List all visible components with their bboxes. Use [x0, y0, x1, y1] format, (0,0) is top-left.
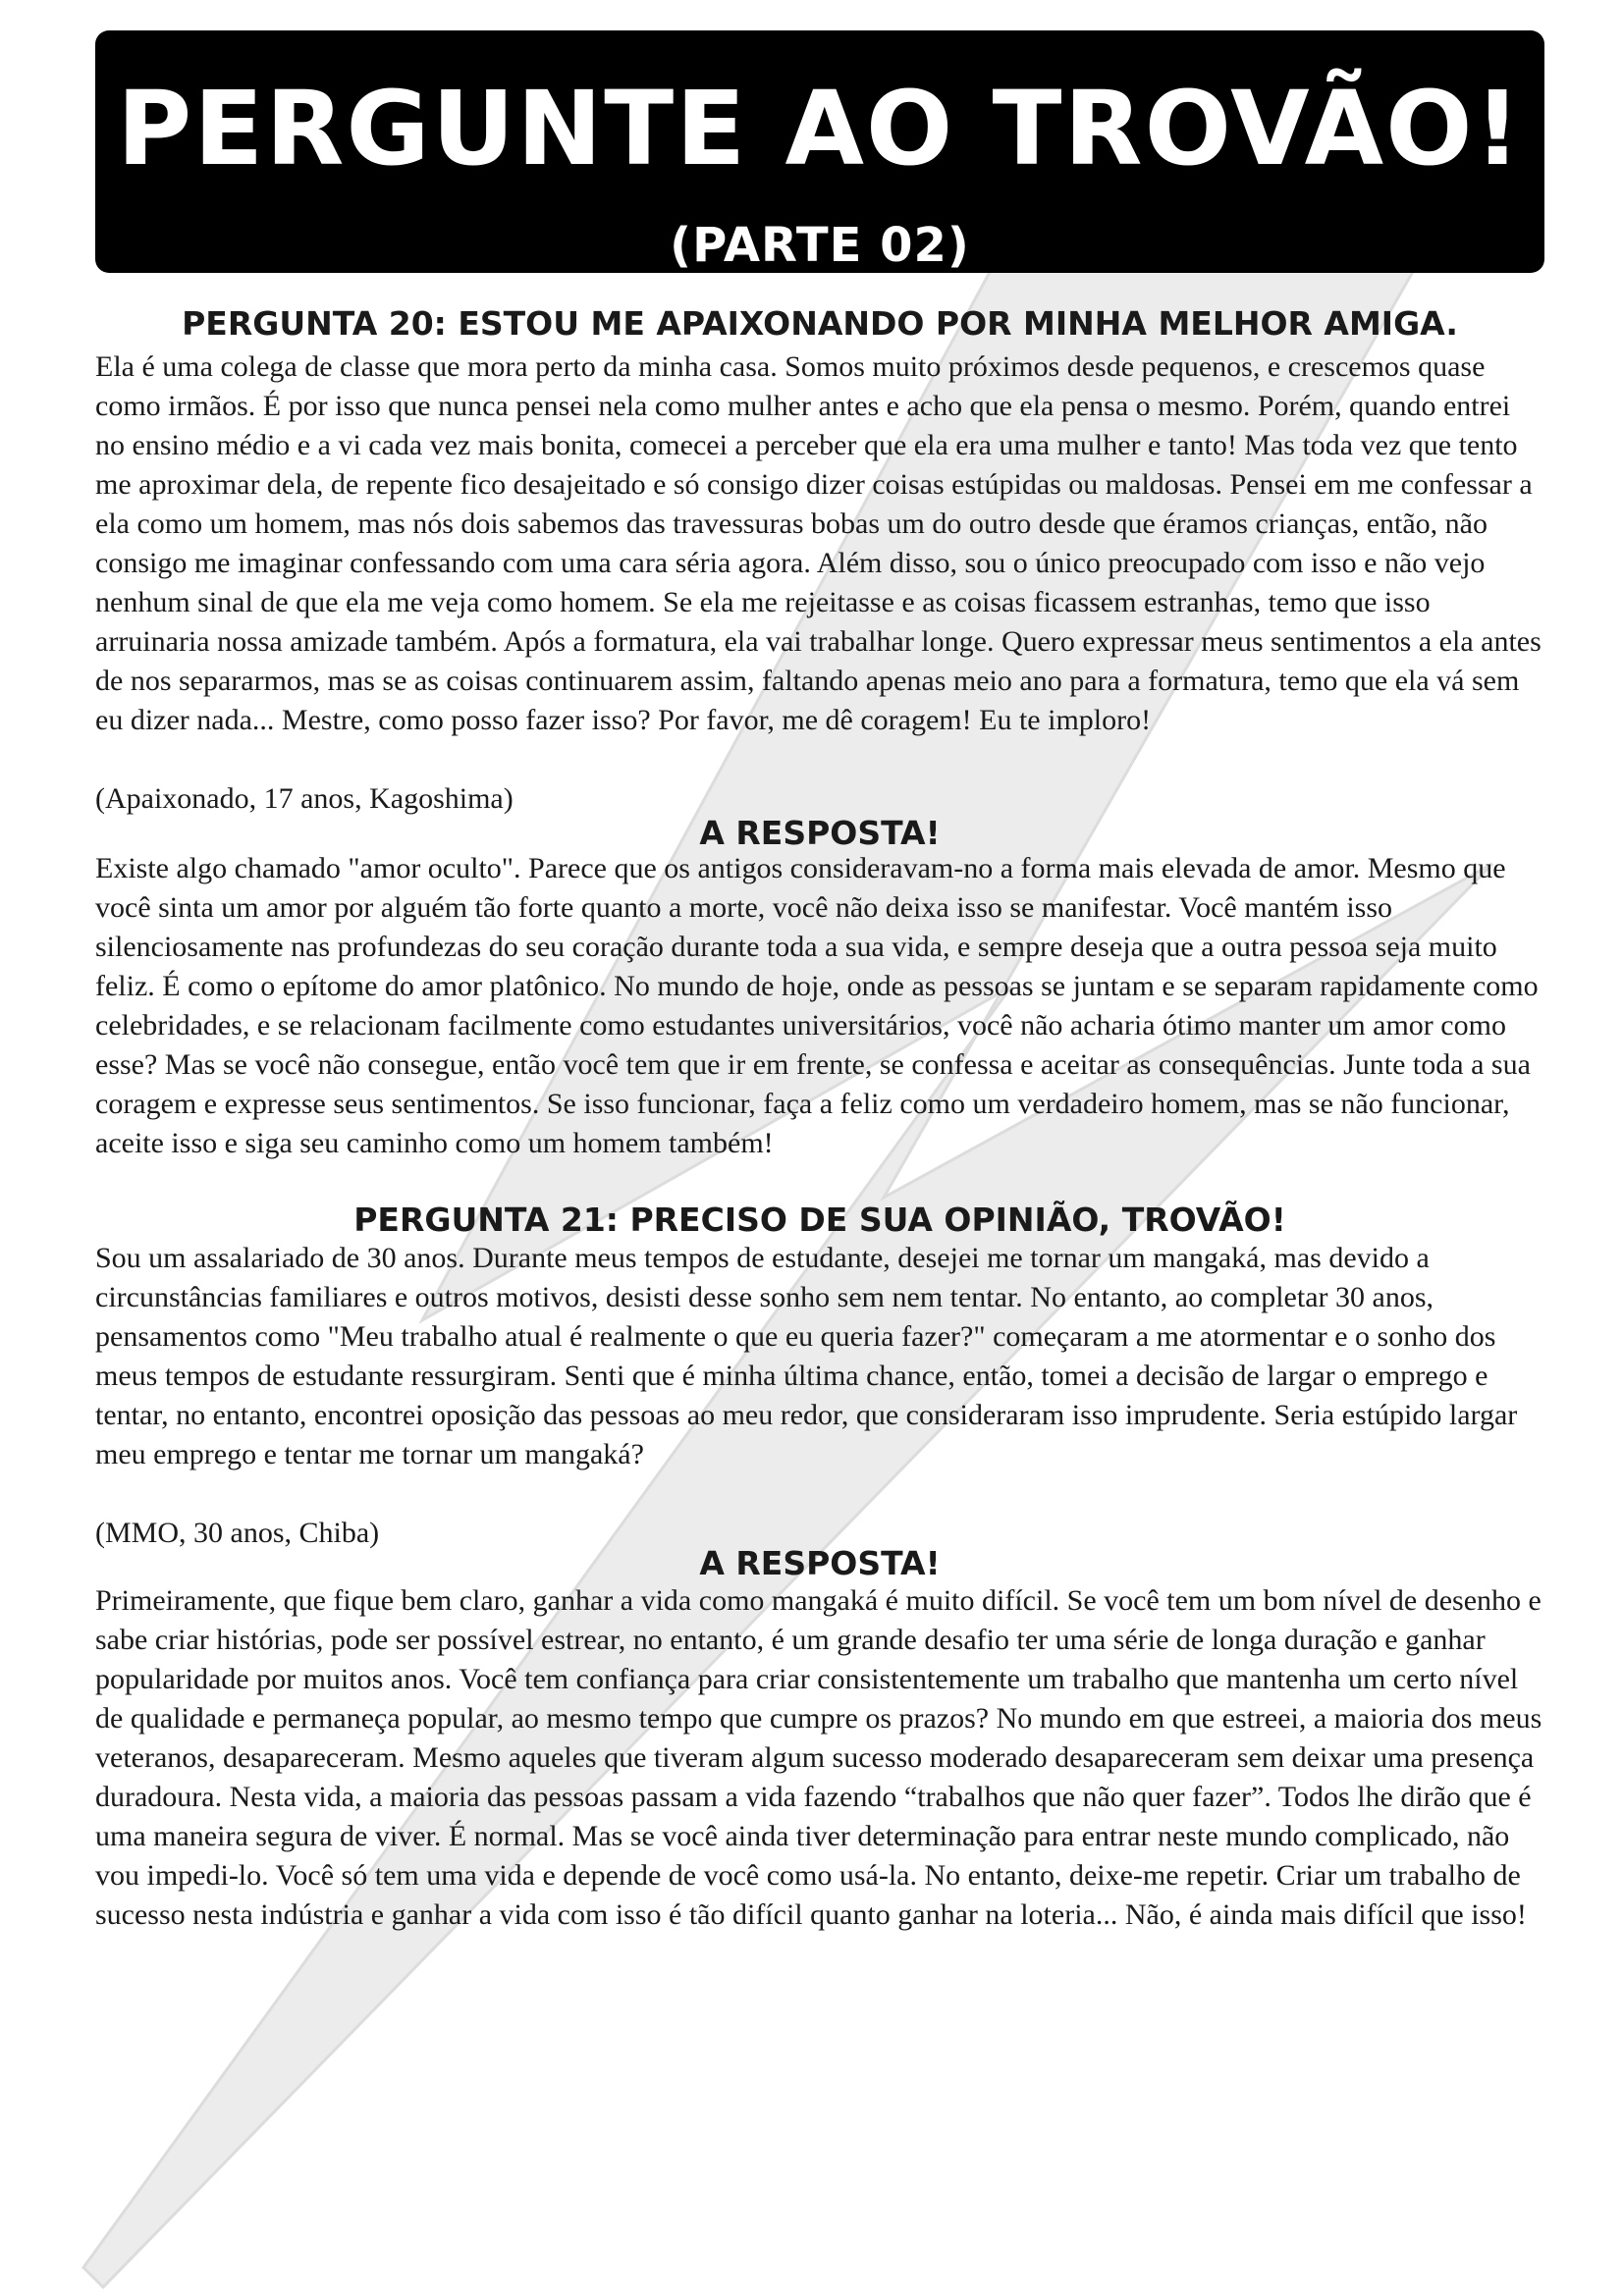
answer-20-body: Existe algo chamado "amor oculto". Parece que os antigos consideravam-no a forma mais elevada de amor. Mesmo que você sinta um amor por alguém tão forte quanto a morte, você não deixa isso se manifestar. Você mantém isso silenciosamente nas profundezas do seu coração durante toda a sua vida, e sempre deseja que a outra pessoa seja muito feliz. É como o epítome do amor platônico. No mundo de hoje, onde as pessoas se juntam e se separam rapidamente como celebridades, e se relacionam facilmente como estudantes universitários, você não acharia ótimo manter um amor como esse? Mas se você não consegue, então você tem que ir em frente, se confessa e aceitar as consequências. Junte toda a sua coragem e expresse seus sentimentos. Se isso funcionar, faça a feliz como um verdadeiro homem, mas se não funcionar, aceite isso e siga seu caminho como um homem também!: [95, 851, 1539, 1159]
question-20-heading: PERGUNTA 20: ESTOU ME APAIXONANDO POR MINHA MELHOR AMIGA.: [182, 304, 1458, 343]
question-21-body: Sou um assalariado de 30 anos. Durante meus tempos de estudante, desejei me tornar um mangaká, mas devido a circunstâncias familiares e outros motivos, desisti desse sonho sem nem tentar. No entanto, ao completar 30 anos, pensamentos como "Meu trabalho atual é realmente o que eu queria fazer?" começaram a me atormentar e o sonho dos meus tempos de estudante ressurgiram. Senti que é minha última chance, então, tomei a decisão de largar o emprego e tentar, no entanto, encontrei oposição das pessoas ao meu redor, que consideraram isso imprudente. Seria estúpido largar meu emprego e tentar me tornar um mangaká?: [95, 1242, 1518, 1471]
answer-21-body: Primeiramente, que fique bem claro, ganhar a vida como mangaká é muito difícil. Se você tem um bom nível de desenho e sabe criar histórias, pode ser possível estrear, no entanto, é um grande desafio ter uma série de longa duração e ganhar popularidade por muitos anos. Você tem confiança para criar consistentemente um trabalho que mantenha um certo nível de qualidade e permaneça popular, ao mesmo tempo que cumpre os prazos? No mundo em que estreei, a maioria dos meus veteranos, desapareceram. Mesmo aqueles que tiveram algum sucesso moderado desapareceram sem deixar uma presença duradoura. Nesta vida, a maioria das pessoas passam a vida fazendo “trabalhos que não quer fazer”. Todos lhe dirão que é uma maneira segura de viver. É normal. Mas se você ainda tiver determinação para entrar neste mundo complicado, não vou impedi-lo. Você só tem uma vida e depende de você como usá-la. No entanto, deixe-me repetir. Criar um trabalho de sucesso nesta indústria e ganhar a vida com isso é tão difícil quanto ganhar na loteria... Não, é ainda mais difícil que isso!: [95, 1584, 1542, 1932]
page-subtitle: (PARTE 02): [670, 218, 970, 273]
question-20-signature: (Apaixonado, 17 anos, Kagoshima): [95, 781, 514, 815]
question-20-body: Ela é uma colega de classe que mora perto da minha casa. Somos muito próximos desde pequenos, e crescemos quase como irmãos. É por isso que nunca pensei nela como mulher antes e acho que ela pensa o mesmo. Porém, quando entrei no ensino médio e a vi cada vez mais bonita, comecei a perceber que ela era uma mulher e tanto! Mas toda vez que tento me aproximar dela, de repente fico desajeitado e só consigo dizer coisas estúpidas ou maldosas. Pensei em me confessar a ela como um homem, mas nós dois sabemos das travessuras bobas um do outro desde que éramos crianças, então, não consigo me imaginar confessando com uma cara séria agora. Além disso, sou o único preocupado com isso e não vejo nenhum sinal de que ela me veja como homem. Se ela me rejeitasse e as coisas ficassem estranhas, temo que isso arruinaria nossa amizade também. Após a formatura, ela vai trabalhar longe. Quero expressar meus sentimentos a ela antes de nos separarmos, mas se as coisas continuarem assim, faltando apenas meio ano para a formatura, temo que ela vá sem eu dizer nada... Mestre, como posso fazer isso? Por favor, me dê coragem! Eu te imploro!: [95, 349, 1542, 736]
question-21-signature: (MMO, 30 anos, Chiba): [95, 1517, 380, 1550]
question-21-heading: PERGUNTA 21: PRECISO DE SUA OPINIÃO, TROVÃO!: [353, 1200, 1286, 1239]
page-title: PERGUNTE AO TROVÃO!: [117, 69, 1523, 188]
answer-20-heading: A RESPOSTA!: [699, 813, 941, 852]
answer-21-heading: A RESPOSTA!: [699, 1544, 941, 1583]
title-banner: [95, 30, 1544, 273]
article-content: [95, 293, 1544, 1935]
